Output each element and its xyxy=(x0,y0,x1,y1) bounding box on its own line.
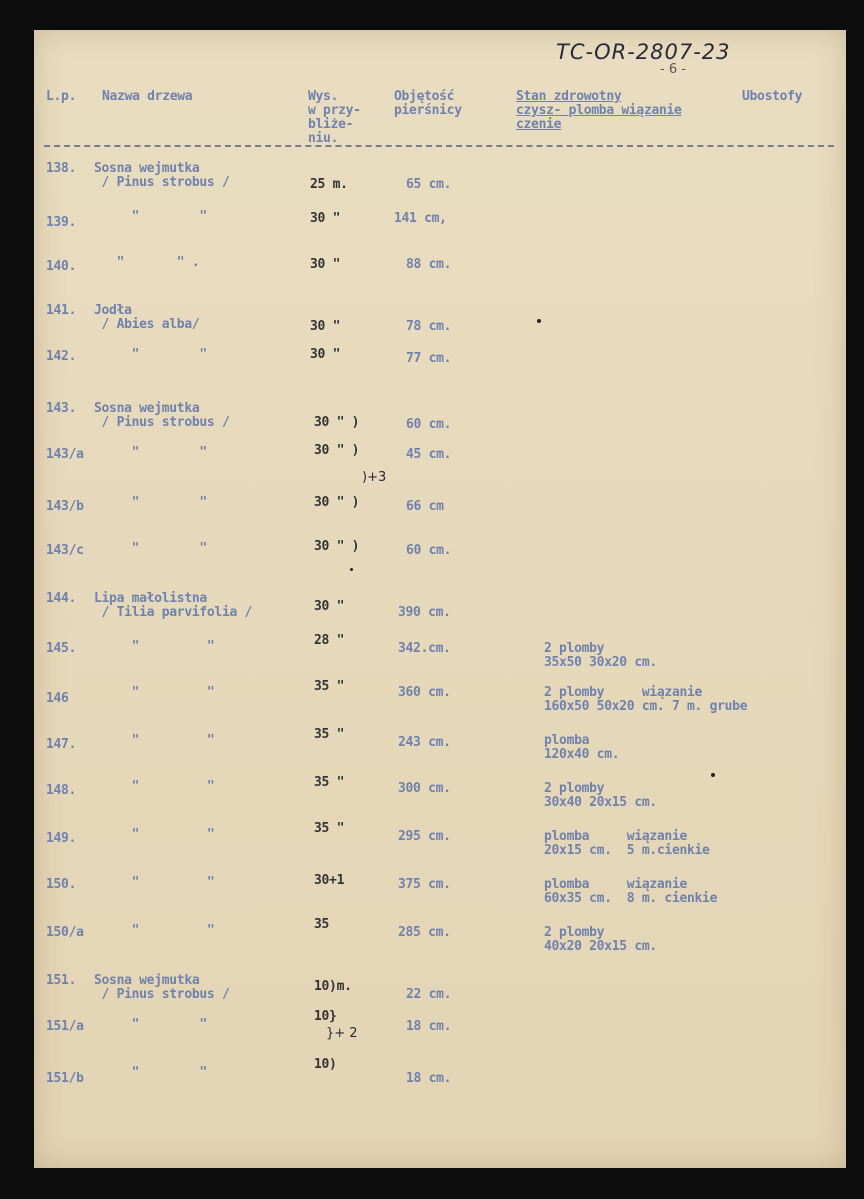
row-note: 2 plomby 40x20 20x15 cm. xyxy=(544,925,657,954)
row-volume: 375 cm. xyxy=(398,877,451,892)
row-height: 35 xyxy=(314,917,330,932)
header-rule xyxy=(44,145,834,147)
row-volume: 78 cm. xyxy=(406,319,452,334)
row-name: " " xyxy=(94,347,207,362)
row-volume: 18 cm. xyxy=(406,1019,452,1034)
row-name: Sosna wejmutka / Pinus strobus / xyxy=(94,161,230,190)
row-volume: 45 cm. xyxy=(406,447,452,462)
row-lp: 150. xyxy=(46,877,77,892)
row-note: 2 plomby 35x50 30x20 cm. xyxy=(544,641,657,670)
header-damage: Stan zdrowotny czysz- plomba wiązanie czenie xyxy=(516,89,682,132)
row-note: 2 plomby wiązanie 160x50 50x20 cm. 7 m. grube xyxy=(544,685,748,714)
row-lp: 151/b xyxy=(46,1071,84,1086)
row-lp: 141. xyxy=(46,303,77,318)
row-height: 10)m. xyxy=(314,979,352,994)
row-lp: 139. xyxy=(46,215,77,230)
row-height: 30+1 xyxy=(314,873,345,888)
row-lp: 147. xyxy=(46,737,77,752)
row-volume: 60 cm. xyxy=(406,543,452,558)
row-name: " " xyxy=(94,827,215,842)
row-name: Sosna wejmutka / Pinus strobus / xyxy=(94,401,230,430)
row-name: " " xyxy=(94,209,207,224)
row-name: " " xyxy=(94,733,215,748)
row-volume: 65 cm. xyxy=(406,177,452,192)
row-lp: 143/a xyxy=(46,447,84,462)
row-height: 30 " xyxy=(310,257,341,272)
row-height: 30 " ) xyxy=(314,539,360,554)
row-volume: 22 cm. xyxy=(406,987,452,1002)
row-lp: 150/a xyxy=(46,925,84,940)
row-height: 28 " xyxy=(314,633,345,648)
ink-speck xyxy=(350,568,353,571)
header-name: Nazwa drzewa xyxy=(102,89,193,104)
header-extra: Ubostofy xyxy=(742,89,803,104)
row-height: 30 " xyxy=(310,319,341,334)
group-brace-note: )+3 xyxy=(362,470,387,485)
row-name: Jodła / Abies alba/ xyxy=(94,303,200,332)
row-volume: 342.cm. xyxy=(398,641,451,656)
row-height: 30 " ) xyxy=(314,495,360,510)
row-volume: 295 cm. xyxy=(398,829,451,844)
row-volume: 390 cm. xyxy=(398,605,451,620)
row-lp: 142. xyxy=(46,349,77,364)
row-note: plomba wiązanie 20x15 cm. 5 m.cienkie xyxy=(544,829,710,858)
ink-speck xyxy=(537,319,541,323)
row-volume: 243 cm. xyxy=(398,735,451,750)
row-volume: 60 cm. xyxy=(406,417,452,432)
row-height: 30 " xyxy=(310,347,341,362)
row-lp: 144. xyxy=(46,591,77,606)
row-volume: 18 cm. xyxy=(406,1071,452,1086)
row-name: " " xyxy=(94,779,215,794)
row-volume: 77 cm. xyxy=(406,351,452,366)
row-name: " " . xyxy=(94,255,200,270)
row-lp: 140. xyxy=(46,259,77,274)
row-lp: 138. xyxy=(46,161,77,176)
row-lp: 148. xyxy=(46,783,77,798)
row-lp: 143/c xyxy=(46,543,84,558)
row-note: 2 plomby 30x40 20x15 cm. xyxy=(544,781,657,810)
row-height: 10) xyxy=(314,1057,337,1072)
row-volume: 300 cm. xyxy=(398,781,451,796)
row-name: " " xyxy=(94,445,207,460)
row-height: 30 " xyxy=(310,211,341,226)
row-height: 35 " xyxy=(314,775,345,790)
row-name: Lipa małolistna / Tilia parvifolia / xyxy=(94,591,253,620)
row-name: " " xyxy=(94,639,215,654)
header-lp: L.p. xyxy=(46,89,77,104)
row-lp: 149. xyxy=(46,831,77,846)
row-lp: 146 xyxy=(46,691,69,706)
ink-speck xyxy=(711,773,715,777)
header-height: Wys. w przy- bliże- niu. xyxy=(308,89,361,146)
row-name: Sosna wejmutka / Pinus strobus / xyxy=(94,973,230,1002)
row-lp: 151/a xyxy=(46,1019,84,1034)
row-height: 30 " ) xyxy=(314,443,360,458)
row-name: " " xyxy=(94,495,207,510)
row-name: " " xyxy=(94,923,215,938)
row-height: 35 " xyxy=(314,679,345,694)
row-volume: 360 cm. xyxy=(398,685,451,700)
row-lp: 143. xyxy=(46,401,77,416)
row-volume: 88 cm. xyxy=(406,257,452,272)
row-height: 10} xyxy=(314,1009,337,1024)
header-volume: Objętość pierśnicy xyxy=(394,89,462,118)
row-volume: 285 cm. xyxy=(398,925,451,940)
row-lp: 151. xyxy=(46,973,77,988)
row-height: 30 " xyxy=(314,599,345,614)
group-brace-note: }+ 2 xyxy=(326,1026,358,1041)
row-name: " " xyxy=(94,541,207,556)
row-height: 25 m. xyxy=(310,177,348,192)
page-number: - 6 - xyxy=(660,62,686,77)
row-height: 35 " xyxy=(314,727,345,742)
row-height: 35 " xyxy=(314,821,345,836)
row-name: " " xyxy=(94,875,215,890)
row-note: plomba 120x40 cm. xyxy=(544,733,620,762)
row-name: " " xyxy=(94,685,215,700)
row-name: " " xyxy=(94,1017,207,1032)
archive-signature: TC-OR-2807-23 xyxy=(556,40,731,64)
row-lp: 143/b xyxy=(46,499,84,514)
row-height: 30 " ) xyxy=(314,415,360,430)
row-note: plomba wiązanie 60x35 cm. 8 m. cienkie xyxy=(544,877,718,906)
row-lp: 145. xyxy=(46,641,77,656)
row-name: " " xyxy=(94,1065,207,1080)
row-volume: 66 cm xyxy=(406,499,444,514)
row-volume: 141 cm, xyxy=(394,211,447,226)
document-page xyxy=(34,30,846,1168)
